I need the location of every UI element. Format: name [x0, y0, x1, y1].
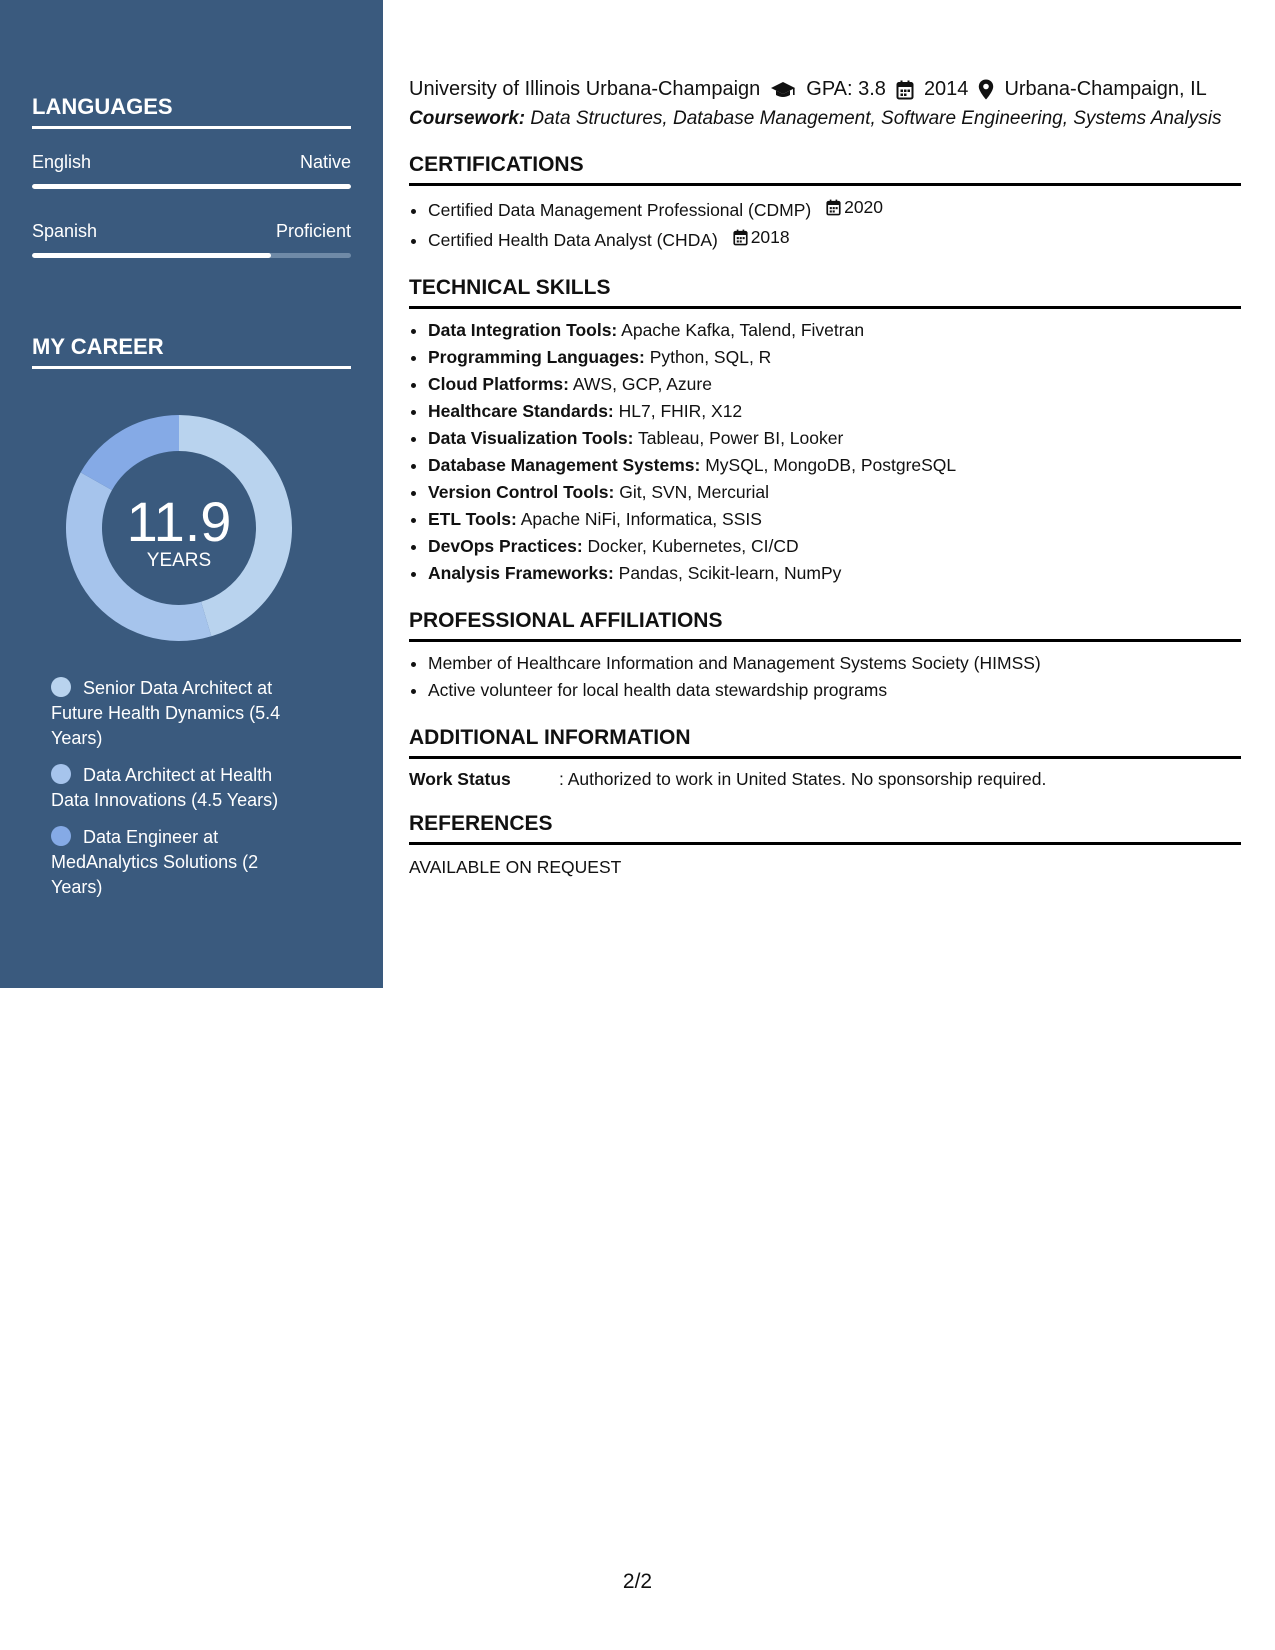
affiliation-item: • Active volunteer for local health data stewardship programs [428, 677, 1241, 704]
certification-name: Certified Health Data Analyst (CHDA) [428, 230, 718, 250]
language-name: Spanish [32, 221, 98, 241]
language-row-english [32, 152, 351, 173]
language-bar-english [32, 184, 351, 189]
affiliations-list [409, 650, 1241, 704]
career-item [51, 825, 301, 900]
work-status-value: : Authorized to work in United States. No sponsorship required. [559, 769, 1047, 789]
skill-label: Cloud Platforms: [428, 374, 569, 394]
career-item-label: Data Architect at Health Data Innovations (4.5 Years) [51, 765, 279, 810]
certification-item [428, 224, 1241, 254]
language-bar-fill [32, 184, 351, 189]
education-line [409, 78, 1241, 101]
coursework-text: Data Structures, Database Management, Software Engineering, Systems Analysis [530, 108, 1222, 129]
skill-value: MySQL, MongoDB, PostgreSQL [705, 455, 957, 475]
skill-item [428, 371, 1241, 398]
affiliations-heading: PROFESSIONAL AFFILIATIONS [409, 609, 1241, 642]
references-text: AVAILABLE ON REQUEST [409, 857, 622, 877]
language-level: Native [299, 152, 351, 172]
certification-name: Certified Data Management Professional (CDMP) [428, 200, 812, 220]
coursework [409, 107, 1241, 131]
technical-skills-heading: TECHNICAL SKILLS [409, 276, 1241, 309]
language-bar-spanish [32, 253, 351, 258]
skill-label: ETL Tools: [428, 509, 517, 529]
certification-year: 2020 [844, 197, 884, 217]
skill-item [428, 479, 1241, 506]
coursework-label: Coursework: [409, 108, 526, 129]
career-total-years: 11.9 [126, 490, 232, 553]
graduation-year: 2014 [923, 78, 969, 100]
certification-date [826, 194, 883, 221]
skill-value: HL7, FHIR, X12 [618, 401, 743, 421]
skill-item [428, 452, 1241, 479]
additional-info-heading: ADDITIONAL INFORMATION [409, 726, 1241, 759]
career-item-label: Senior Data Architect at Future Health Dynamics (5.4 Years) [51, 678, 281, 748]
skill-item [428, 425, 1241, 452]
certifications-heading: CERTIFICATIONS [409, 153, 1241, 186]
sidebar [0, 0, 383, 988]
school-location: Urbana-Champaign, IL [1004, 78, 1207, 100]
work-status-label: Work Status [409, 769, 511, 789]
work-status-row [409, 769, 1241, 790]
legend-dot-icon [51, 826, 71, 846]
skill-value: Tableau, Power BI, Looker [638, 428, 844, 448]
skill-label: Analysis Frameworks: [428, 563, 614, 583]
references-heading: REFERENCES [409, 812, 1241, 845]
career-heading: MY CAREER [32, 334, 351, 369]
legend-dot-icon [51, 677, 71, 697]
skill-value: Docker, Kubernetes, CI/CD [587, 536, 799, 556]
certifications-list [409, 194, 1241, 254]
calendar-icon [733, 229, 748, 246]
certification-date [733, 224, 790, 251]
main-content [409, 78, 1241, 878]
skill-value: Git, SVN, Mercurial [619, 482, 769, 502]
legend-dot-icon [51, 764, 71, 784]
skill-label: Programming Languages: [428, 347, 645, 367]
language-row-spanish [32, 221, 351, 242]
skill-label: Data Integration Tools: [428, 320, 618, 340]
skills-list [409, 317, 1241, 587]
calendar-icon [896, 80, 914, 100]
career-item [51, 763, 301, 813]
donut-slice-2 [81, 415, 179, 490]
skill-item [428, 533, 1241, 560]
affiliation-item: • Member of Healthcare Information and Management Systems Society (HIMSS) [428, 650, 1241, 677]
skill-item [428, 317, 1241, 344]
calendar-icon [826, 199, 841, 216]
graduation-cap-icon [770, 80, 796, 100]
languages-heading: LANGUAGES [32, 94, 351, 129]
language-bar-fill [32, 253, 271, 258]
skill-item [428, 560, 1241, 587]
certification-item [428, 194, 1241, 224]
skill-value: Pandas, Scikit-learn, NumPy [618, 563, 842, 583]
career-list [51, 676, 301, 912]
skill-label: DevOps Practices: [428, 536, 583, 556]
gpa: GPA: 3.8 [806, 78, 886, 100]
location-pin-icon [978, 79, 994, 100]
page-number: 2/2 [622, 1570, 653, 1593]
skill-value: Apache NiFi, Informatica, SSIS [520, 509, 762, 529]
skill-item [428, 344, 1241, 371]
skill-label: Data Visualization Tools: [428, 428, 634, 448]
skill-value: AWS, GCP, Azure [572, 374, 712, 394]
school-name: University of Illinois Urbana-Champaign [409, 78, 761, 100]
certification-year: 2018 [750, 227, 790, 247]
skill-label: Version Control Tools: [428, 482, 615, 502]
skill-value: Python, SQL, R [649, 347, 772, 367]
skill-label: Database Management Systems: [428, 455, 701, 475]
career-item [51, 676, 301, 751]
language-level: Proficient [275, 221, 351, 241]
skill-item [428, 398, 1241, 425]
skill-value: Apache Kafka, Talend, Fivetran [621, 320, 865, 340]
skill-label: Healthcare Standards: [428, 401, 614, 421]
career-donut-chart [66, 415, 292, 641]
skill-item [428, 506, 1241, 533]
career-item-label: Data Engineer at MedAnalytics Solutions (2 Years) [51, 827, 259, 897]
career-years-unit: YEARS [146, 550, 212, 571]
language-name: English [32, 152, 92, 172]
